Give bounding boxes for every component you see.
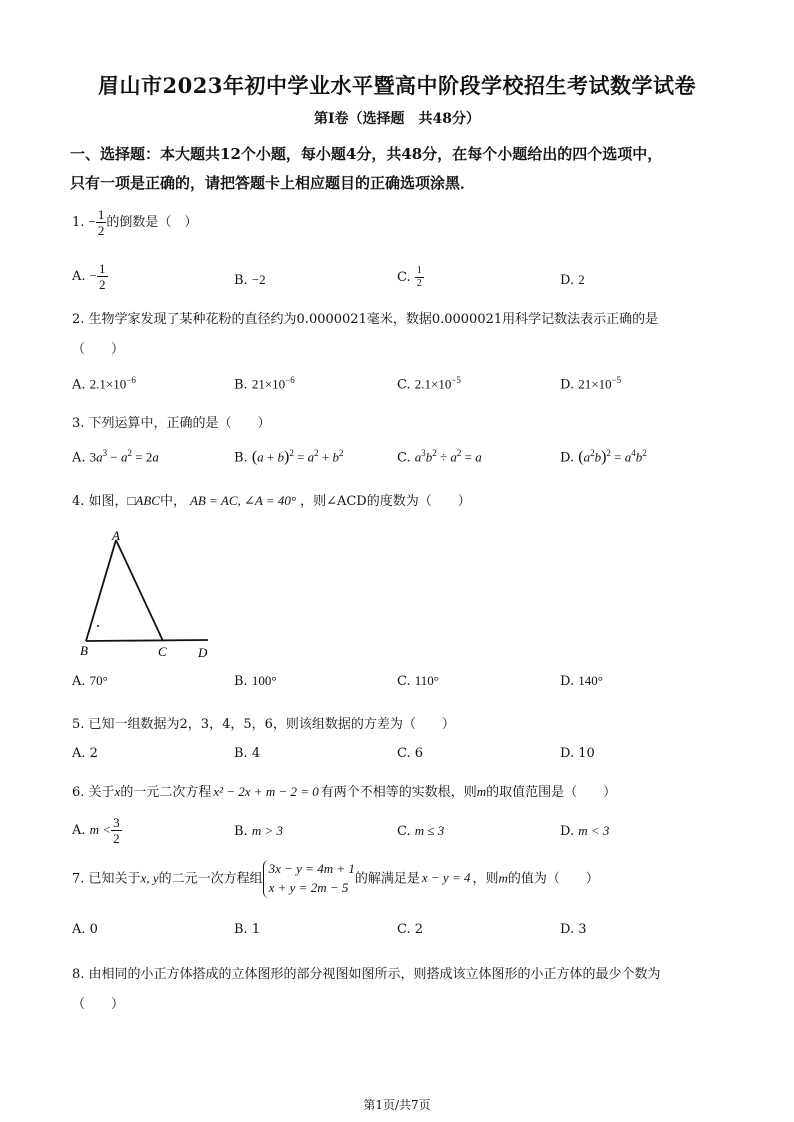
exam-subtitle: 第I卷（选择题 共48分） bbox=[313, 111, 481, 127]
question-text: 的倒数是（ ） bbox=[106, 215, 198, 230]
section-instructions-line2: 只有一项是正确的，请把答题卡上相应题目的正确选项涂黑． bbox=[70, 174, 476, 192]
q7-option-a: A. 0 bbox=[72, 922, 98, 937]
q3-option-c: C. $a^3b^2 \div a^2 = a$ bbox=[397, 448, 482, 466]
q1-option-d: D. 2 bbox=[560, 272, 585, 288]
q5-option-d: D. 10 bbox=[560, 746, 595, 761]
label-b: B bbox=[80, 643, 88, 658]
q3-option-b: B. $(a + b)^2 = a^2 + b^2$ bbox=[234, 448, 344, 466]
q3-option-d: D. $(a^2b)^2 = a^4b^2$ bbox=[560, 448, 647, 466]
q4-option-b: B. 100° bbox=[234, 673, 277, 689]
q1-option-b: B. −2 bbox=[234, 272, 266, 288]
section-instructions-line1: 一、选择题：本大题共12个小题，每小题4分，共48分，在每个小题给出的四个选项中， bbox=[70, 145, 663, 163]
q6-option-d: D. m < 3 bbox=[560, 823, 610, 839]
fraction-sign: − bbox=[88, 214, 96, 229]
q6-option-c: C. m ≤ 3 bbox=[397, 823, 445, 839]
question-2-line1: 2. 生物学家发现了某种花粉的直径约为0.0000021毫米，数据0.0000021用科学记数法表示正确的是 bbox=[72, 312, 659, 327]
segment-ac bbox=[116, 540, 163, 641]
question-5: 5. 已知一组数据为2，3，4，5，6，则该组数据的方差为（ ） bbox=[72, 717, 455, 732]
label-d: D bbox=[198, 645, 208, 660]
question-1 bbox=[72, 208, 197, 237]
q3-option-a: A. $3a^3 - a^2 = 2a$ bbox=[72, 448, 159, 466]
q7-option-c: C. 2 bbox=[397, 922, 424, 937]
q4-option-a: A. 70° bbox=[72, 673, 108, 689]
question-7: 7. 已知关于x, y的二元一次方程组 3x − y = 4m + 1 x + y = 2m − 5 的解满足是 x − y = 4 ，则m的值为（ ） bbox=[72, 860, 599, 898]
angle-dot bbox=[97, 625, 99, 627]
label-a: A bbox=[112, 528, 120, 543]
q2-option-d: D. $21\times 10^{-5}$ bbox=[560, 375, 622, 393]
segment-ab bbox=[86, 540, 116, 641]
segment-bd bbox=[86, 640, 208, 641]
q1-option-a: A. − $\frac{1}{2}$ bbox=[72, 261, 106, 292]
question-3: 3. 下列运算中，正确的是（ ） bbox=[72, 416, 271, 431]
q7-option-d: D. 3 bbox=[560, 922, 587, 937]
question-6: 6. 关于x的一元二次方程 x² − 2x + m − 2 = 0 有两个不相等的实数根，则m的取值范围是（ ） bbox=[72, 784, 617, 800]
q5-option-b: B. 4 bbox=[234, 746, 261, 761]
q6-option-b: B. m > 3 bbox=[234, 823, 283, 839]
question-number: 1. bbox=[72, 215, 85, 230]
q2-option-b: B. $21\times 10^{-6}$ bbox=[234, 375, 295, 393]
q4-option-d: D. 140° bbox=[560, 673, 603, 689]
q1-option-c: C. $\frac{1}{2}$ bbox=[397, 265, 422, 289]
q2-option-a: A. $2.1\times 10^{-6}$ bbox=[72, 375, 136, 393]
question-8-line1: 8. 由相同的小正方体搭成的立体图形的部分视图如图所示，则搭成该立体图形的小正方体的最少个数为 bbox=[72, 967, 661, 982]
q2-option-c: C. $2.1\times 10^{-5}$ bbox=[397, 375, 461, 393]
q5-option-c: C. 6 bbox=[397, 746, 424, 761]
question-2-line2: （ ） bbox=[72, 342, 125, 357]
fraction: $\frac{1}{2}$ bbox=[97, 207, 105, 238]
q5-option-a: A. 2 bbox=[72, 746, 98, 761]
question-8-line2: （ ） bbox=[72, 997, 125, 1012]
question-4: 4. 如图，□ABC中， AB = AC, ∠A = 40° ，则∠ACD的度数为（ ） bbox=[72, 493, 471, 509]
q4-option-c: C. 110° bbox=[397, 673, 439, 689]
page-footer: 第1页/共7页 bbox=[363, 1098, 431, 1112]
exam-title: 眉山市2023年初中学业水平暨高中阶段学校招生考试数学试卷 bbox=[98, 73, 696, 98]
q6-option-a: A. m < $\frac{3}{2}$ bbox=[72, 815, 120, 846]
q7-option-b: B. 1 bbox=[234, 922, 261, 937]
equation-system: 3x − y = 4m + 1 x + y = 2m − 5 bbox=[263, 860, 355, 898]
triangle-figure bbox=[78, 528, 218, 663]
label-c: C bbox=[158, 644, 167, 659]
